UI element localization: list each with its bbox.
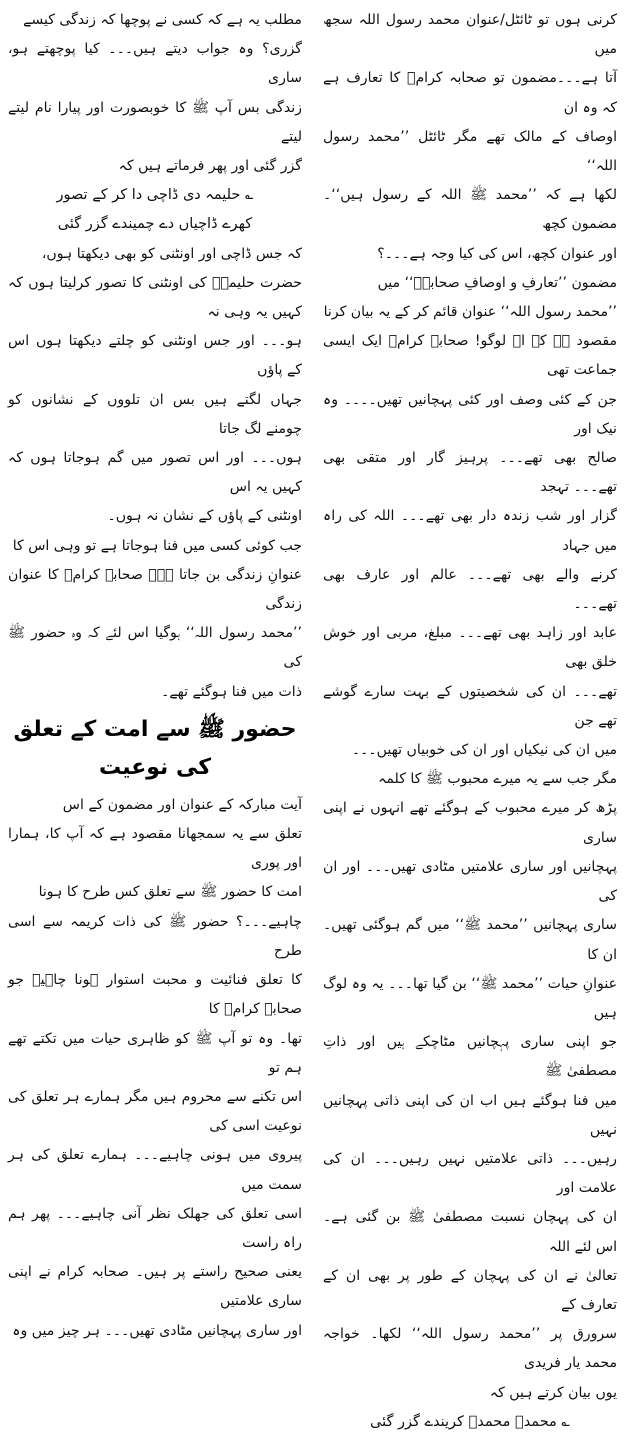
text-line: کا تعلق فنائیت و محبت استوار ہونا چاہیے جو صحابہ کرامؓ کا xyxy=(8,972,302,1018)
text-line: صالح بھی تھے۔۔۔ پرہیز گار اور متقی بھی تھے۔۔۔ تہجد xyxy=(323,450,617,496)
text-line: گزر گئی اور پھر فرماتے ہیں کہ xyxy=(118,158,302,175)
text-line: عنوانِ زندگی بن جاتا ہے۔ صحابہ کرامؓ کا عنوان زندگی xyxy=(8,566,302,613)
text-line: یوں بیان کرتے ہیں کہ xyxy=(489,1384,617,1401)
verse-line: ؎ محمدؐ محمدؐ کریندے گزر گئی xyxy=(370,1413,570,1430)
text-line: ذات میں فنا ہوگئے تھے۔ xyxy=(161,683,302,700)
verse-line: ؎ حلیمہ دی ڈاچی دا کر کے تصور xyxy=(56,187,254,204)
text-line: اونٹنی کے پاؤں کے نشان نہ ہوں۔ xyxy=(107,508,302,525)
text-line: تعالیٰ نے ان کی پہچان کے طور پر بھی ان کے تعارف کے xyxy=(323,1267,617,1313)
text-line: پیروی میں ہونی چاہیے۔۔۔ ہمارے تعلق کی ہر سمت میں xyxy=(8,1147,302,1193)
text-line: کرنی ہوں تو ٹائٹل/عنوان محمد رسول اللہ سجھ میں xyxy=(323,12,617,58)
text-line: یعنی صحیح راستے پر ہیں۔ صحابہ کرام نے اپنی ساری علامتیں xyxy=(8,1264,302,1310)
text-line: زندگی بس آپ ﷺ کا خوبصورت اور پیارا نام لیتے لیتے xyxy=(8,99,302,145)
text-line: جو اپنی ساری پہچانیں مٹاچکے ہیں اور ذاتِ مصطفیٰ ﷺ xyxy=(323,1034,617,1080)
text-line: میں ان کی نیکیاں اور ان کی خوبیاں تھیں۔۔۔ xyxy=(351,742,617,759)
text-line: پہچانیں اور ساری علامتیں مٹادی تھیں۔۔۔ اور ان کی xyxy=(323,858,617,905)
text-line: تعلق سے یہ سمجھانا مقصود ہے کہ آپ کا، ہمارا اور پوری xyxy=(8,826,302,872)
right-column xyxy=(317,6,619,1430)
text-line: جن کے کئی وصف اور کئی پہچانیں تھیں۔۔۔۔ وہ نیک اور xyxy=(323,391,617,437)
text-line: ہو۔۔۔ اور جس اونٹنی کو چلتے دیکھتا ہوں اس کے پاؤں xyxy=(8,333,302,379)
text-line: میں فنا ہوگئے ہیں اب ان کی اپنی ذاتی پہچانیں نہیں xyxy=(323,1092,617,1138)
text-line: عابد اور زاہد بھی تھے۔۔۔ مبلغ، مربی اور خوش خلق بھی xyxy=(323,625,617,671)
text-line: ان کی پہچان نسبت مصطفیٰ ﷺ بن گئی ہے۔ اس لئے اللہ xyxy=(323,1209,617,1255)
text-line: ساری پہچانیں ’’محمد ﷺ‘‘ میں گم ہوگئی تھیں۔ ان کا xyxy=(323,917,617,963)
text-line: مطلب یہ ہے کہ کسی نے پوچھا کہ زندگی کیسے xyxy=(23,12,302,28)
text-line: کرنے والے بھی تھے۔۔۔ عالم اور عارف بھی تھے۔۔۔ xyxy=(323,566,617,613)
text-line: پڑھ کر میرے محبوب کے ہوگئے تھے انہوں نے اپنی ساری xyxy=(323,800,617,846)
text-line: آیت مبارکہ کے عنوان اور مضمون کے اس xyxy=(62,796,302,813)
section-heading: حضور ﷺ سے امت کے تعلق کی نوعیت xyxy=(13,716,297,780)
text-line: ’’محمد رسول اللہ‘‘ ہوگیا اس لئے کہ وہ حضور ﷺ کی xyxy=(8,625,302,671)
text-line: مضمون ’’تعارفِ و اوصافِ صحابہؓ‘‘ میں xyxy=(377,274,617,291)
text-line: اور عنوان کچھ، اس کی کیا وجہ ہے۔۔۔؟ xyxy=(377,245,617,262)
verse-line: کھرے ڈاچیاں دے چمیندے گزر گئی xyxy=(57,216,253,233)
text-line: جہاں لگتے ہیں بس ان تلووں کے نشانوں کو چومنے لگ جاتا xyxy=(8,391,302,437)
text-line: سرورق پر ’’محمد رسول اللہ‘‘ لکھا۔ خواجہ محمد یار فریدی xyxy=(323,1326,617,1372)
left-column xyxy=(6,6,308,1339)
text-line: عنوانِ حیات ’’محمد ﷺ‘‘ بن گیا تھا۔۔۔ یہ وہ لوگ ہیں xyxy=(323,975,617,1021)
text-line: گزار اور شب زندہ دار بھی تھے۔۔۔ اللہ کی راہ میں جہاد xyxy=(323,508,617,554)
text-line: اسی تعلق کی جھلک نظر آنی چاہیے۔۔۔ پھر ہم راہ راست xyxy=(8,1205,302,1251)
text-line: آتا ہے۔۔۔مضمون تو صحابہ کرامؓ کا تعارف ہے کہ وہ ان xyxy=(323,70,617,116)
text-line: رہیں۔۔۔ ذاتی علامتیں نہیں رہیں۔۔۔ ان کی علامت اور xyxy=(323,1150,617,1197)
text-line: گزری؟ وہ جواب دیتے ہیں۔۔۔ کیا پوچھتے ہو، ساری xyxy=(8,41,302,87)
text-line: جب کوئی کسی میں فنا ہوجاتا ہے تو وہی اس کا xyxy=(12,537,302,554)
text-line: حضرت حلیمہؓ کی اونٹنی کا تصور کرلیتا ہوں کہ کہیں یہ وہی نہ xyxy=(8,274,302,321)
text-line: اوصاف کے مالک تھے مگر ٹائٹل ’’محمد رسول اللہ‘‘ xyxy=(323,128,617,175)
text-line: اور ساری پہچانیں مٹادی تھیں۔۔۔ ہر چیز میں وہ xyxy=(12,1322,302,1339)
text-line: ہوں۔۔۔ اور اس تصور میں گم ہوجاتا ہوں کہ کہیں یہ اس xyxy=(8,450,302,496)
column-gutter xyxy=(308,6,317,990)
text-line: تھا۔ وہ تو آپ ﷺ کو ظاہری حیات میں تکتے تھے ہم تو xyxy=(8,1030,302,1076)
text-line: چاہیے۔۔۔؟ حضور ﷺ کی ذات کریمہ سے اسی طرح xyxy=(8,913,302,959)
text-line: اس تکنے سے محروم ہیں مگر ہمارے ہر تعلق کی نوعیت اسی کی xyxy=(8,1088,302,1135)
text-line: ’’محمد رسول اللہ‘‘ عنوان قائم کر کے یہ بیان کرنا xyxy=(323,304,617,321)
text-line: تھے۔۔۔ ان کی شخصیتوں کے بہت سارے گوشے تھے جن xyxy=(323,683,617,729)
text-line: کہ جس ڈاچی اور اونٹنی کو بھی دیکھتا ہوں، xyxy=(41,245,302,262)
text-line: مگر جب سے یہ میرے محبوب ﷺ کا کلمہ xyxy=(378,771,617,788)
text-line: لکھا ہے کہ ’’محمد ﷺ اللہ کے رسول ہیں‘‘۔ مضمون کچھ xyxy=(323,187,617,233)
text-line: امت کا حضور ﷺ سے تعلق کس طرح کا ہونا xyxy=(38,884,302,901)
text-line: مقصود ہے کہ اے لوگو! صحابہ کرامؓ ایک ایسی جماعت تھی xyxy=(323,333,617,379)
